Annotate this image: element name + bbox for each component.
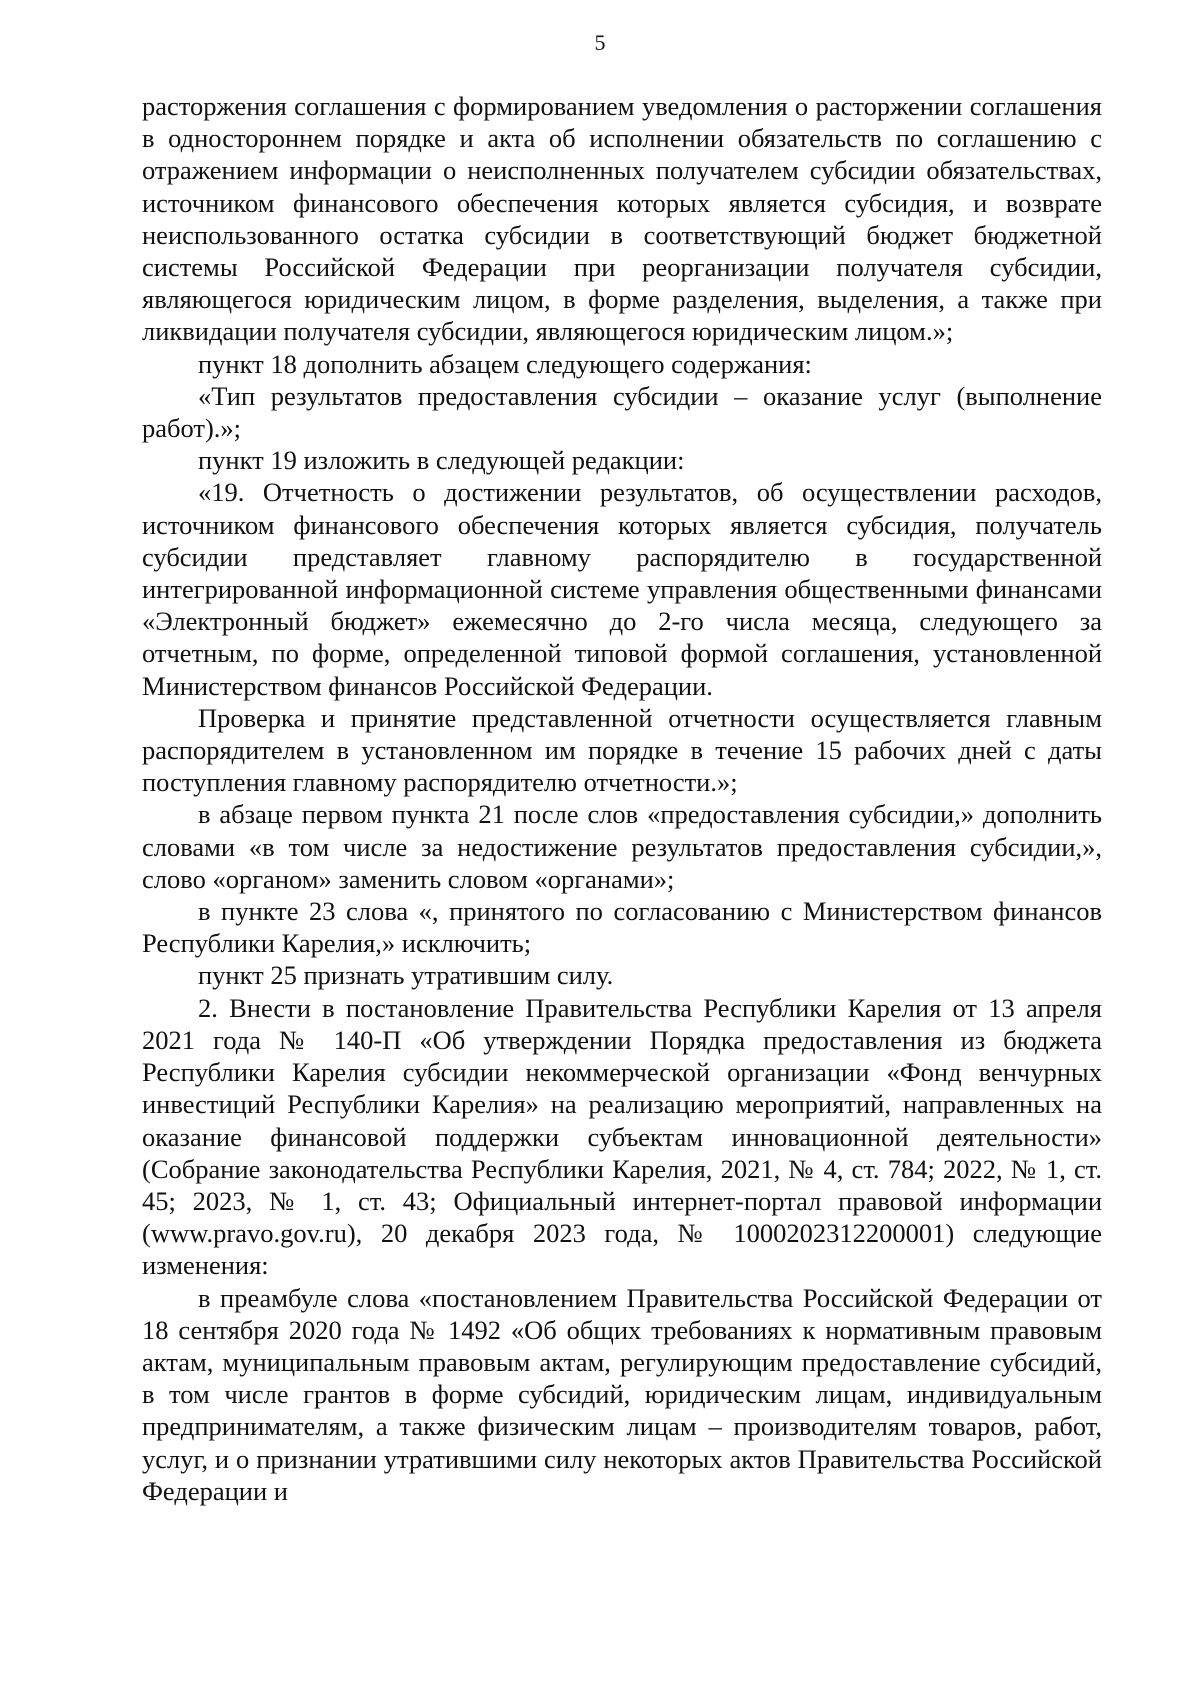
paragraph-item-21-amendment: в абзаце первом пункта 21 после слов «предоставления субсидии,» дополнить словами «в том числе за недостижение результатов предоставления субсидии,», слово «органом» заменить словом «органами»; [142,799,1102,894]
paragraph-termination-continuation: расторжения соглашения с формированием уведомления о расторжении соглашения в одностороннем порядке и акта об исполнении обязательств по соглашению с отражением информации о неисполненных получателем субсидии обязательствах, источником финансового обеспечения которых является субсидия, и возврате неиспользованного остатка субсидии в соответствующий бюджет бюджетной системы Российской Федерации при реорганизации получателя субсидии, являющегося юридическим лицом, в форме разделения, выделения, а также при ликвидации получателя субсидии, являющегося юридическим лицом.»; [142,91,1102,347]
paragraph-item-19-text: «19. Отчетность о достижении результатов, об осуществлении расходов, источником финансового обеспечения которых является субсидия, получатель субсидии представляет главному распорядителю в государственной интегрированной информационной системе управления общественными финансами «Электронный бюджет» ежемесячно до 2-го числа месяца, следующего за отчетным, по форме, определенной типовой формой соглашения, установленной Министерством финансов Российской Федерации. [142,477,1102,701]
paragraph-item-18-amendment: пункт 18 дополнить абзацем следующего содержания: [198,348,812,379]
document-body [142,90,1102,1507]
paragraph-item-19-amendment: пункт 19 изложить в следующей редакции: [198,445,685,476]
page-number: 5 [594,30,606,55]
paragraph-section-2-resolution: 2. Внести в постановление Правительства Республики Карелия от 13 апреля 2021 года № 140-П «Об утверждении Порядка предоставления из бюджета Республики Карелия субсидии некоммерческой организации «Фонд венчурных инвестиций Республики Карелия» на реализацию мероприятий, направленных на оказание финансовой поддержки субъектам инновационной деятельности» (Собрание законодательства Республики Карелия, 2021, № 4, ст. 784; 2022, № 1, ст. 45; 2023, № 1, ст. 43; Официальный интернет-портал правовой информации (www.pravo.gov.ru), 20 декабря 2023 года, № 1000202312200001) следующие изменения: [142,992,1102,1281]
paragraph-result-type: «Тип результатов предоставления субсидии – оказание услуг (выполнение работ).»; [142,380,1102,444]
paragraph-item-23-amendment: в пункте 23 слова «, принятого по согласованию с Министерством финансов Республики Карелия,» исключить; [142,896,1102,959]
paragraph-item-25-repeal: пункт 25 признать утратившим силу. [198,960,614,991]
paragraph-report-verification: Проверка и принятие представленной отчетности осуществляется главным распорядителем в установленном им порядке в течение 15 рабочих дней с даты поступления главному распорядителю отчетности.»; [142,702,1102,798]
paragraph-preamble-amendment: в преамбуле слова «постановлением Правительства Российской Федерации от 18 сентября 2020 года № 1492 «Об общих требованиях к нормативным правовым актам, муниципальным правовым актам, регулирующим предоставление субсидий, в том числе грантов в форме субсидий, юридическим лицам, индивидуальным предпринимателям, а также физическим лицам – производителям товаров, работ, услуг, и о признании утратившими силу некоторых актов Правительства Российской Федерации и [142,1282,1102,1506]
